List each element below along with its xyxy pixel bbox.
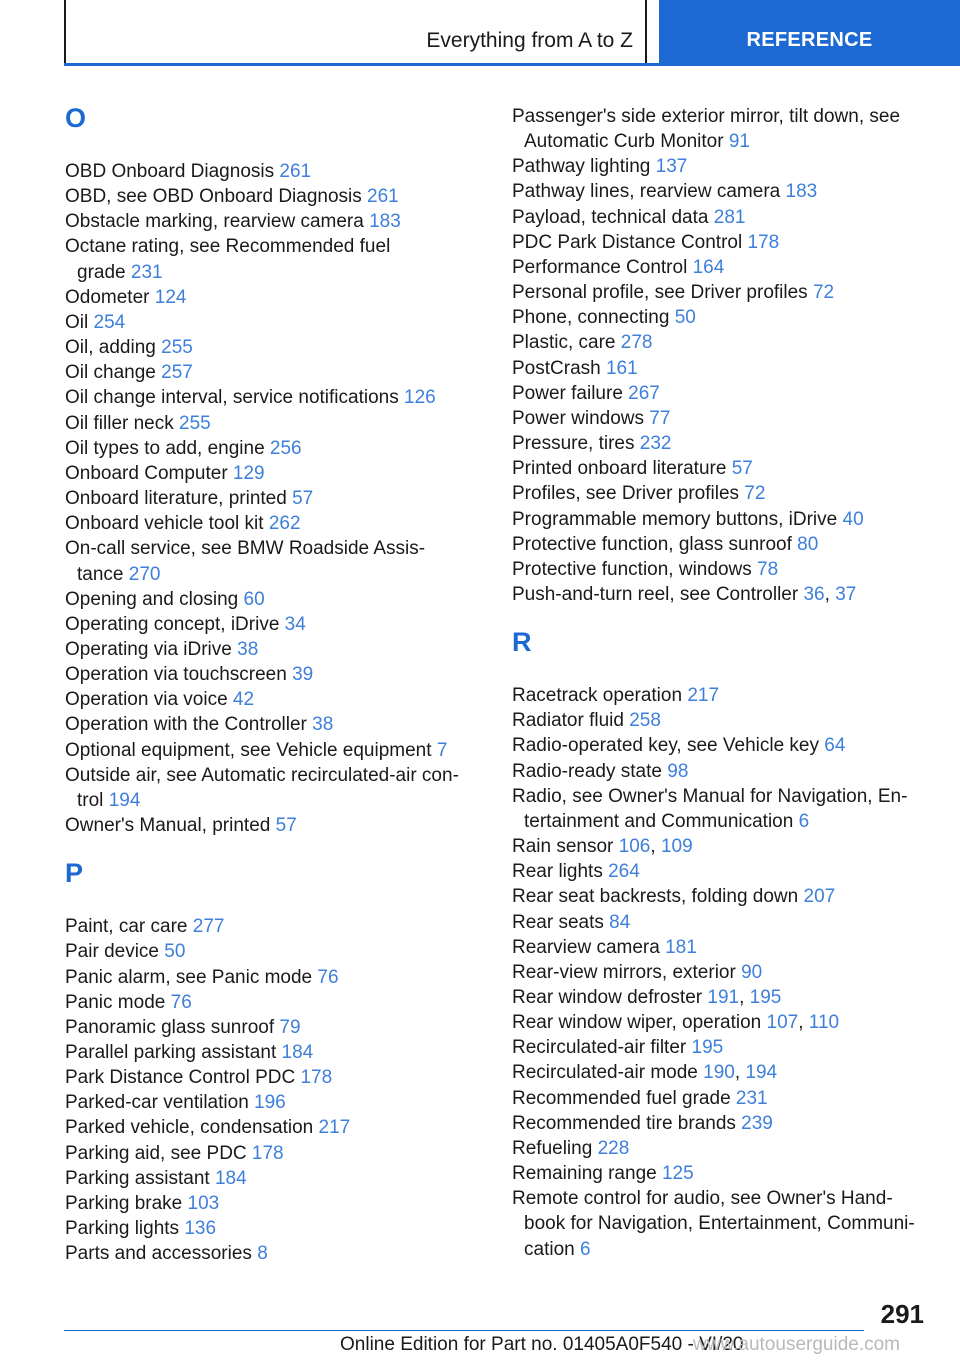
index-entry-text: Plastic, care [512,332,621,354]
index-entry [512,1086,932,1111]
index-entry [65,436,475,461]
page-ref-link[interactable]: 79 [279,1016,301,1038]
header-tab-label: REFERENCE [746,29,873,51]
index-entry-text: Onboard Computer [65,462,233,484]
index-entry-text: Phone, connecting [512,307,675,329]
index-entry [512,910,932,935]
index-entry [512,305,932,330]
index-entry [512,1010,932,1035]
index-entry [512,280,932,305]
page-ref-link[interactable]: 254 [93,311,126,333]
index-entry [512,1161,932,1186]
index-entry [512,205,932,230]
index-entry [512,733,932,758]
page-ref-link[interactable]: 178 [251,1142,284,1164]
index-entry [65,1115,475,1140]
page-ref-link[interactable]: 109 [660,836,693,858]
page-ref-link[interactable]: 98 [667,760,689,782]
index-entry [65,209,475,234]
page-ref-link[interactable]: 191 [707,987,740,1008]
page-ref-link[interactable]: 207 [803,886,836,908]
page-ref-link[interactable]: 257 [161,362,193,384]
index-entry-text: Parked-car ventilation [65,1092,255,1114]
page-ref-link[interactable]: 37 [835,583,857,605]
page-ref-link[interactable]: 6 [798,810,810,832]
page-ref-link[interactable]: 255 [179,412,211,434]
index-entry-text: Oil change interval, service notifications [65,387,404,409]
index-entry [65,1241,475,1266]
page-ref-link[interactable]: 195 [691,1037,724,1059]
index-entry [65,612,475,637]
index-entry-text: Recommended tire brands [512,1112,742,1134]
index-entry [512,683,932,708]
index-entry [512,960,932,985]
header-rule [64,63,960,66]
index-entry-text: Owner's Manual, printed [65,815,276,837]
index-entry-text: PDC Park Distance Control [512,231,748,253]
header-section-box [66,0,647,63]
index-entry [65,1040,475,1065]
index-entry [512,935,932,960]
index-entry [65,738,475,763]
index-entry [512,154,932,179]
index-entry-text: tance [77,563,129,585]
index-entry-text: Rear lights [512,861,609,883]
index-entry [512,507,932,532]
page-ref-link[interactable]: 39 [292,664,314,686]
index-entry-text: Operating concept, iDrive [65,613,285,635]
index-entry-text: Parts and accessories [65,1243,258,1265]
page-separator: , [650,836,661,858]
page-ref-link[interactable]: 190 [703,1062,735,1084]
index-entry [65,184,475,209]
page-ref-link[interactable]: 267 [628,382,660,404]
index-entry [512,104,932,154]
page-separator: , [798,1012,809,1034]
index-entry [65,360,475,385]
page-ref-link[interactable]: 125 [661,1163,694,1185]
page-separator: , [734,1062,746,1084]
page-ref-link[interactable]: 50 [674,307,696,329]
index-entry-text: Paint, car care [65,916,193,938]
header-section-title: Everything from A to Z [426,29,633,52]
page-ref-link[interactable]: 256 [269,437,302,459]
index-entry-text: OBD Onboard Diagnosis [65,161,280,182]
index-entry-text: Onboard literature, printed [65,488,293,510]
index-entry [512,582,932,607]
index-entry [512,255,932,280]
index-entry-text: Pathway lighting [512,156,656,178]
page-ref-link[interactable]: 6 [579,1238,591,1260]
index-list-p-left [65,914,475,1266]
index-entry-text: Oil, adding [65,337,162,359]
index-entry-text: Protective function, glass sunroof [512,533,798,555]
index-entry-text: Personal profile, see Driver profiles [512,282,813,304]
page-ref-link[interactable]: 239 [741,1112,773,1134]
index-entry [65,763,475,813]
index-entry [65,1015,475,1040]
index-entry [65,234,475,284]
page-ref-link[interactable]: 195 [749,987,782,1008]
page-ref-link[interactable]: 36 [803,583,825,605]
index-entry-text: Pressure, tires [512,433,640,455]
index-entry-text: Rear seat backrests, folding down [512,886,804,908]
index-entry-text: Outside air, see Automatic recirculated-air con- [65,764,459,786]
index-entry [512,859,932,884]
index-entry-text: Profiles, see Driver profiles [512,483,745,505]
index-entry [512,381,932,406]
page-ref-link[interactable]: 57 [275,815,297,837]
index-entry [512,456,932,481]
index-entry [65,536,475,586]
page-ref-link[interactable]: 64 [824,735,846,757]
index-entry [65,1090,475,1115]
page-ref-link[interactable]: 57 [292,488,314,510]
index-entry [512,532,932,557]
index-entry [512,330,932,355]
page-separator: , [824,583,836,605]
page-ref-link[interactable]: 217 [687,685,720,707]
index-entry [65,511,475,536]
page-number: 291 [880,1299,924,1329]
page-ref-link[interactable]: 90 [741,961,763,983]
page-ref-link[interactable]: 277 [192,916,225,938]
page-ref-link[interactable]: 161 [605,357,638,379]
index-entry [65,965,475,990]
index-entry-text: cation [524,1238,580,1260]
index-letter-p: P [65,858,84,889]
index-entry-text: Parking aid, see PDC [65,1142,252,1164]
index-entry-text: Automatic Curb Monitor [524,131,729,153]
index-entry-text: Power failure [512,382,629,404]
page-ref-link[interactable]: 194 [745,1062,778,1084]
page-ref-link[interactable]: 106 [618,836,651,858]
index-entry-text: Parking brake [65,1192,188,1214]
index-entry-text: trol [77,789,109,811]
index-entry-text: Optional equipment, see Vehicle equipment [65,739,437,761]
index-entry [65,335,475,360]
index-entry-text: Push-and-turn reel, see Controller [512,583,804,605]
index-entry-text: Passenger's side exterior mirror, tilt down, see [512,106,901,127]
page-ref-link[interactable]: 42 [232,689,255,711]
index-entry [512,708,932,733]
index-entry-text: Parallel parking assistant [65,1042,282,1063]
index-entry-text: Oil filler neck [65,412,180,434]
page-ref-link[interactable]: 194 [108,789,141,811]
index-entry [65,662,475,687]
index-entry-text: Protective function, windows [512,558,758,580]
index-entry-text: Panoramic glass sunroof [65,1016,280,1038]
index-entry [65,1065,475,1090]
index-entry-text: book for Navigation, Entertainment, Communi- [524,1213,915,1235]
index-letter-r: R [512,627,532,658]
index-entry-text: Obstacle marking, rearview camera [65,211,370,233]
index-entry [65,1216,475,1241]
index-list-r [512,683,932,1262]
index-entry-text: Odometer [65,286,155,308]
page-ref-link[interactable]: 183 [369,211,401,233]
page-ref-link[interactable]: 57 [731,458,753,480]
index-entry-text: Park Distance Control PDC [65,1067,301,1089]
index-entry-text: Payload, technical data [512,206,714,228]
index-entry [512,230,932,255]
page-ref-link[interactable]: 278 [620,332,653,354]
index-entry-text: Opening and closing [65,588,244,610]
index-entry-text: Rear window defroster [512,987,708,1008]
index-list-p-right [512,104,932,607]
index-entry-text: Recirculated-air mode [512,1062,704,1084]
index-entry-text: Pair device [65,941,165,963]
page-header [0,0,960,66]
index-entry [65,1191,475,1216]
index-list-o [65,159,475,838]
index-entry-text: Onboard vehicle tool kit [65,513,269,535]
index-entry [65,310,475,335]
page-ref-link[interactable]: 72 [812,282,835,304]
index-entry [65,285,475,310]
page-ref-link[interactable]: 137 [655,156,688,178]
page-ref-link[interactable]: 40 [842,508,864,530]
page-ref-link[interactable]: 183 [785,181,818,203]
index-entry-text: Parked vehicle, condensation [65,1117,319,1139]
index-entry [512,834,932,859]
index-entry [512,1136,932,1161]
page-ref-link[interactable]: 50 [164,941,186,963]
index-entry-text: Octane rating, see Recommended fuel [65,236,391,258]
page-ref-link[interactable]: 129 [232,462,265,484]
index-entry [512,1035,932,1060]
index-entry [65,159,475,184]
index-entry-text: Power windows [512,407,650,429]
index-entry-text: Operation with the Controller [65,714,313,736]
index-entry [512,759,932,784]
index-entry [65,1166,475,1191]
page-ref-link[interactable]: 178 [747,231,780,253]
page-ref-link[interactable]: 231 [735,1087,768,1109]
index-entry [512,406,932,431]
page-ref-link[interactable]: 124 [154,286,187,308]
index-entry-text: Operation via voice [65,689,233,711]
page-ref-link[interactable]: 178 [300,1067,333,1089]
index-entry-text: Printed onboard literature [512,458,732,480]
page-ref-link[interactable]: 228 [597,1137,630,1159]
index-letter-o: O [65,103,87,133]
index-entry [512,179,932,204]
page-ref-link[interactable]: 8 [257,1243,268,1265]
page-ref-link[interactable]: 217 [318,1117,351,1139]
page-ref-link[interactable]: 196 [254,1092,286,1114]
index-entry-text: Panic alarm, see Panic mode [65,966,318,988]
index-entry [512,557,932,582]
page-ref-link[interactable]: 264 [608,861,640,883]
page-ref-link[interactable]: 136 [184,1218,217,1240]
index-entry-text: Rear window wiper, operation [512,1012,767,1034]
page-ref-link[interactable]: 261 [367,186,399,208]
footer-watermark: www.autouserguide.com [693,1334,900,1355]
page-ref-link[interactable]: 77 [649,407,671,429]
index-entry-text: grade [77,261,131,283]
index-entry [65,486,475,511]
page-separator: , [739,987,750,1008]
index-entry [65,1141,475,1166]
index-entry [65,990,475,1015]
page-ref-link[interactable]: 72 [744,483,766,505]
page-ref-link[interactable]: 164 [692,256,725,278]
page-ref-link[interactable]: 80 [797,533,819,555]
page-ref-link[interactable]: 258 [629,710,661,732]
page-ref-link[interactable]: 184 [281,1042,314,1063]
page-ref-link[interactable]: 184 [214,1167,247,1189]
index-entry-text: Recommended fuel grade [512,1087,736,1109]
index-entry [512,784,932,834]
index-entry-text: Oil types to add, engine [65,437,270,459]
index-entry-text: Performance Control [512,256,693,278]
index-entry-text: Radio, see Owner's Manual for Navigation, En- [512,785,908,807]
index-entry [65,939,475,964]
index-entry-text: tertainment and Communication [524,810,799,832]
index-entry [65,637,475,662]
page-ref-link[interactable]: 38 [237,638,259,660]
page-ref-link[interactable]: 107 [766,1012,799,1034]
index-entry-text: Operation via touchscreen [65,664,293,686]
index-entry-text: OBD, see OBD Onboard Diagnosis [65,186,368,208]
index-entry [65,461,475,486]
page-ref-link[interactable]: 34 [284,613,306,635]
page-ref-link[interactable]: 261 [279,161,312,182]
page-ref-link[interactable]: 38 [312,714,334,736]
index-entry-text: PostCrash [512,357,606,379]
page-ref-link[interactable]: 181 [665,936,697,958]
index-entry-text: Rearview camera [512,936,666,958]
index-entry [512,884,932,909]
index-entry-text: Radiator fluid [512,710,630,732]
page-ref-link[interactable]: 60 [243,588,265,610]
index-entry-text: Rain sensor [512,836,619,858]
index-entry [65,813,475,838]
index-entry [65,914,475,939]
page-ref-link[interactable]: 84 [609,911,631,933]
page-ref-link[interactable]: 262 [268,513,301,535]
page-ref-link[interactable]: 103 [187,1192,220,1214]
index-entry-text: Racetrack operation [512,685,688,707]
index-entry-text: Recirculated-air filter [512,1037,692,1059]
index-entry [65,687,475,712]
index-entry-text: Panic mode [65,991,171,1013]
index-entry-text: Operating via iDrive [65,638,238,660]
index-entry [65,385,475,410]
index-entry [65,411,475,436]
index-entry-text: Radio-operated key, see Vehicle key [512,735,825,757]
index-entry [512,1186,932,1261]
index-entry-text: Remaining range [512,1163,662,1185]
index-entry-text: Refueling [512,1137,598,1159]
page-ref-link[interactable]: 110 [808,1012,840,1034]
index-entry-text: Programmable memory buttons, iDrive [512,508,843,530]
index-entry [512,1111,932,1136]
index-entry-text: Rear-view mirrors, exterior [512,961,742,983]
page-ref-link[interactable]: 231 [130,261,163,283]
index-column-left [65,104,475,1266]
page-ref-link[interactable]: 91 [728,131,750,153]
index-entry-text: Radio-ready state [512,760,668,782]
page-ref-link[interactable]: 76 [317,966,339,988]
index-entry-text: Remote control for audio, see Owner's Hand- [512,1188,893,1210]
index-entry-text: Oil change [65,362,162,384]
page-ref-link[interactable]: 232 [639,433,672,455]
index-entry [512,985,932,1010]
page-ref-link[interactable]: 126 [404,387,436,409]
index-entry [512,356,932,381]
page-ref-link[interactable]: 78 [757,558,779,580]
page-ref-link[interactable]: 270 [128,563,161,585]
footer-rule [64,1330,864,1331]
index-entry-text: Oil [65,311,94,333]
index-entry-text: Parking assistant [65,1167,215,1189]
page-ref-link[interactable]: 281 [713,206,746,228]
index-column-right [512,104,932,1262]
header-reference-tab[interactable] [659,0,960,66]
index-entry [512,481,932,506]
index-entry [65,712,475,737]
index-entry [512,1060,932,1085]
index-entry [65,587,475,612]
page-ref-link[interactable]: 255 [161,337,193,359]
index-entry [512,431,932,456]
index-entry-text: Rear seats [512,911,610,933]
index-entry-text: On-call service, see BMW Roadside Assis- [65,538,426,560]
index-entry-text: Parking lights [65,1218,185,1240]
footer-edition: Online Edition for Part no. 01405A0F540 - VI/20 [340,1334,744,1355]
page-ref-link[interactable]: 7 [436,739,448,761]
page-ref-link[interactable]: 76 [170,991,192,1013]
index-entry-text: Pathway lines, rearview camera [512,181,786,203]
